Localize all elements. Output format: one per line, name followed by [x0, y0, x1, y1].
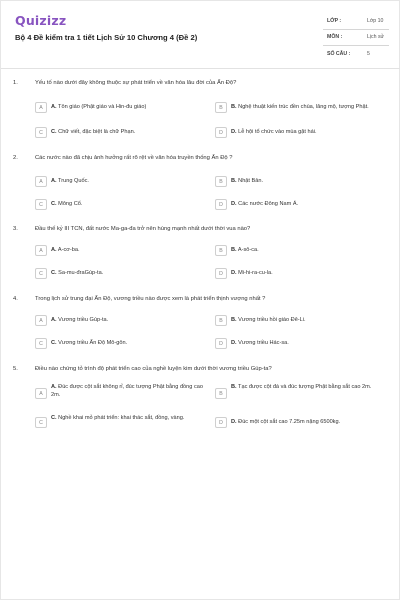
meta-row-subject — [323, 30, 389, 47]
question-text: Các nước nào đã chịu ảnh hưởng rất rõ rệt về văn hóa truyền thống Ấn Độ ? — [35, 155, 233, 161]
meta-label: SỐ CÂU : — [327, 50, 351, 57]
option-text: B. Tạc được cột đá và đúc tượng Phật bằng sắt cao 2m. — [231, 384, 372, 390]
meta-table — [323, 13, 389, 62]
option-letter-box: C — [35, 417, 47, 428]
option-text: B. A-sô-ca. — [231, 247, 259, 253]
option-letter-box: A — [35, 176, 47, 187]
question-number: 4. — [13, 296, 18, 302]
option-letter-box: C — [35, 268, 47, 279]
option-letter-box: B — [215, 245, 227, 256]
option-text: C. Nghề khai mỏ phát triển: khai thác sắt, đồng, vàng. — [51, 415, 185, 421]
option-text: B. Nghệ thuật kiến trúc đền chùa, lăng mộ, tượng Phật. — [231, 104, 369, 110]
question-text: Điều nào chứng tỏ trình độ phát triển cao của nghề luyện kim dưới thời vương triều Gúp-ta? — [35, 366, 272, 372]
option-text: B. Nhật Bản. — [231, 178, 264, 184]
option-letter-box: B — [215, 388, 227, 399]
option-letter-box: B — [215, 102, 227, 113]
option-letter-box: B — [215, 176, 227, 187]
option-text: C. Sa-mu-đraGúp-ta. — [51, 270, 104, 276]
meta-row-class — [323, 13, 389, 30]
meta-label: LỚP : — [327, 17, 342, 24]
header-divider — [1, 68, 400, 69]
option-text: A. Đúc được cột sắt không rỉ, đúc tượng Phật bằng đồng cao 2m. — [51, 384, 203, 398]
meta-row-question-count — [323, 46, 389, 62]
meta-value: 5 — [367, 50, 370, 57]
quizizz-logo: Quizizz — [15, 13, 67, 28]
option-text: C. Chữ viết, đặc biệt là chữ Phạn. — [51, 129, 136, 135]
option-text: D. Các nước Đông Nam Á. — [231, 201, 299, 207]
option-text: A. Trung Quốc. — [51, 178, 89, 184]
option-text: A. Tôn giáo (Phật giáo và Hin-đu giáo) — [51, 104, 147, 110]
question-number: 3. — [13, 226, 18, 232]
option-text: D. Mi-hi-ra-cu-la. — [231, 270, 273, 276]
option-text: C. Vương triều Ấn Độ Mô-gôn. — [51, 340, 128, 346]
option-text: A. A-cơ-ba. — [51, 247, 80, 253]
option-text: D. Đúc một cột sắt cao 7.25m nặng 6500kg. — [231, 419, 341, 425]
question-number: 5. — [13, 366, 18, 372]
option-letter-box: A — [35, 245, 47, 256]
question-number: 2. — [13, 155, 18, 161]
question-number: 1. — [13, 80, 18, 86]
option-text: B. Vương triều hồi giáo Đê-Li. — [231, 317, 306, 323]
worksheet-title: Bộ 4 Đề kiểm tra 1 tiết Lịch Sử 10 Chương 4 (Đề 2) — [15, 33, 198, 42]
option-letter-box: C — [35, 338, 47, 349]
option-letter-box: C — [35, 199, 47, 210]
option-letter-box: A — [35, 102, 47, 113]
meta-value: Lịch sử — [367, 34, 385, 41]
option-letter-box: B — [215, 315, 227, 326]
question-text: Yếu tố nào dưới đây không thuộc sự phát triển về văn hóa lâu đời của Ấn Độ? — [35, 80, 237, 86]
option-letter-box: A — [35, 315, 47, 326]
option-text: C. Mông Cổ. — [51, 201, 83, 207]
option-letter-box: A — [35, 388, 47, 399]
option-letter-box: C — [35, 127, 47, 138]
option-letter-box: D — [215, 417, 227, 428]
option-text: D. Lễ hội tổ chức vào mùa gặt hái. — [231, 129, 317, 135]
question-text: Trong lịch sử trung đại Ấn Độ, vương triều nào được xem là phát triển thịnh vượng nhất ? — [35, 296, 266, 302]
option-letter-box: D — [215, 338, 227, 349]
option-letter-box: D — [215, 127, 227, 138]
option-letter-box: D — [215, 268, 227, 279]
meta-label: MÔN : — [327, 34, 343, 41]
option-letter-box: D — [215, 199, 227, 210]
option-text: D. Vương triều Hác-sa. — [231, 340, 289, 346]
question-text: Đầu thế kỷ III TCN, đất nước Ma-ga-đa trở nên hùng mạnh nhất dưới thời vua nào? — [35, 226, 251, 232]
meta-value: Lớp 10 — [367, 17, 384, 24]
option-text: A. Vương triều Gúp-ta. — [51, 317, 109, 323]
